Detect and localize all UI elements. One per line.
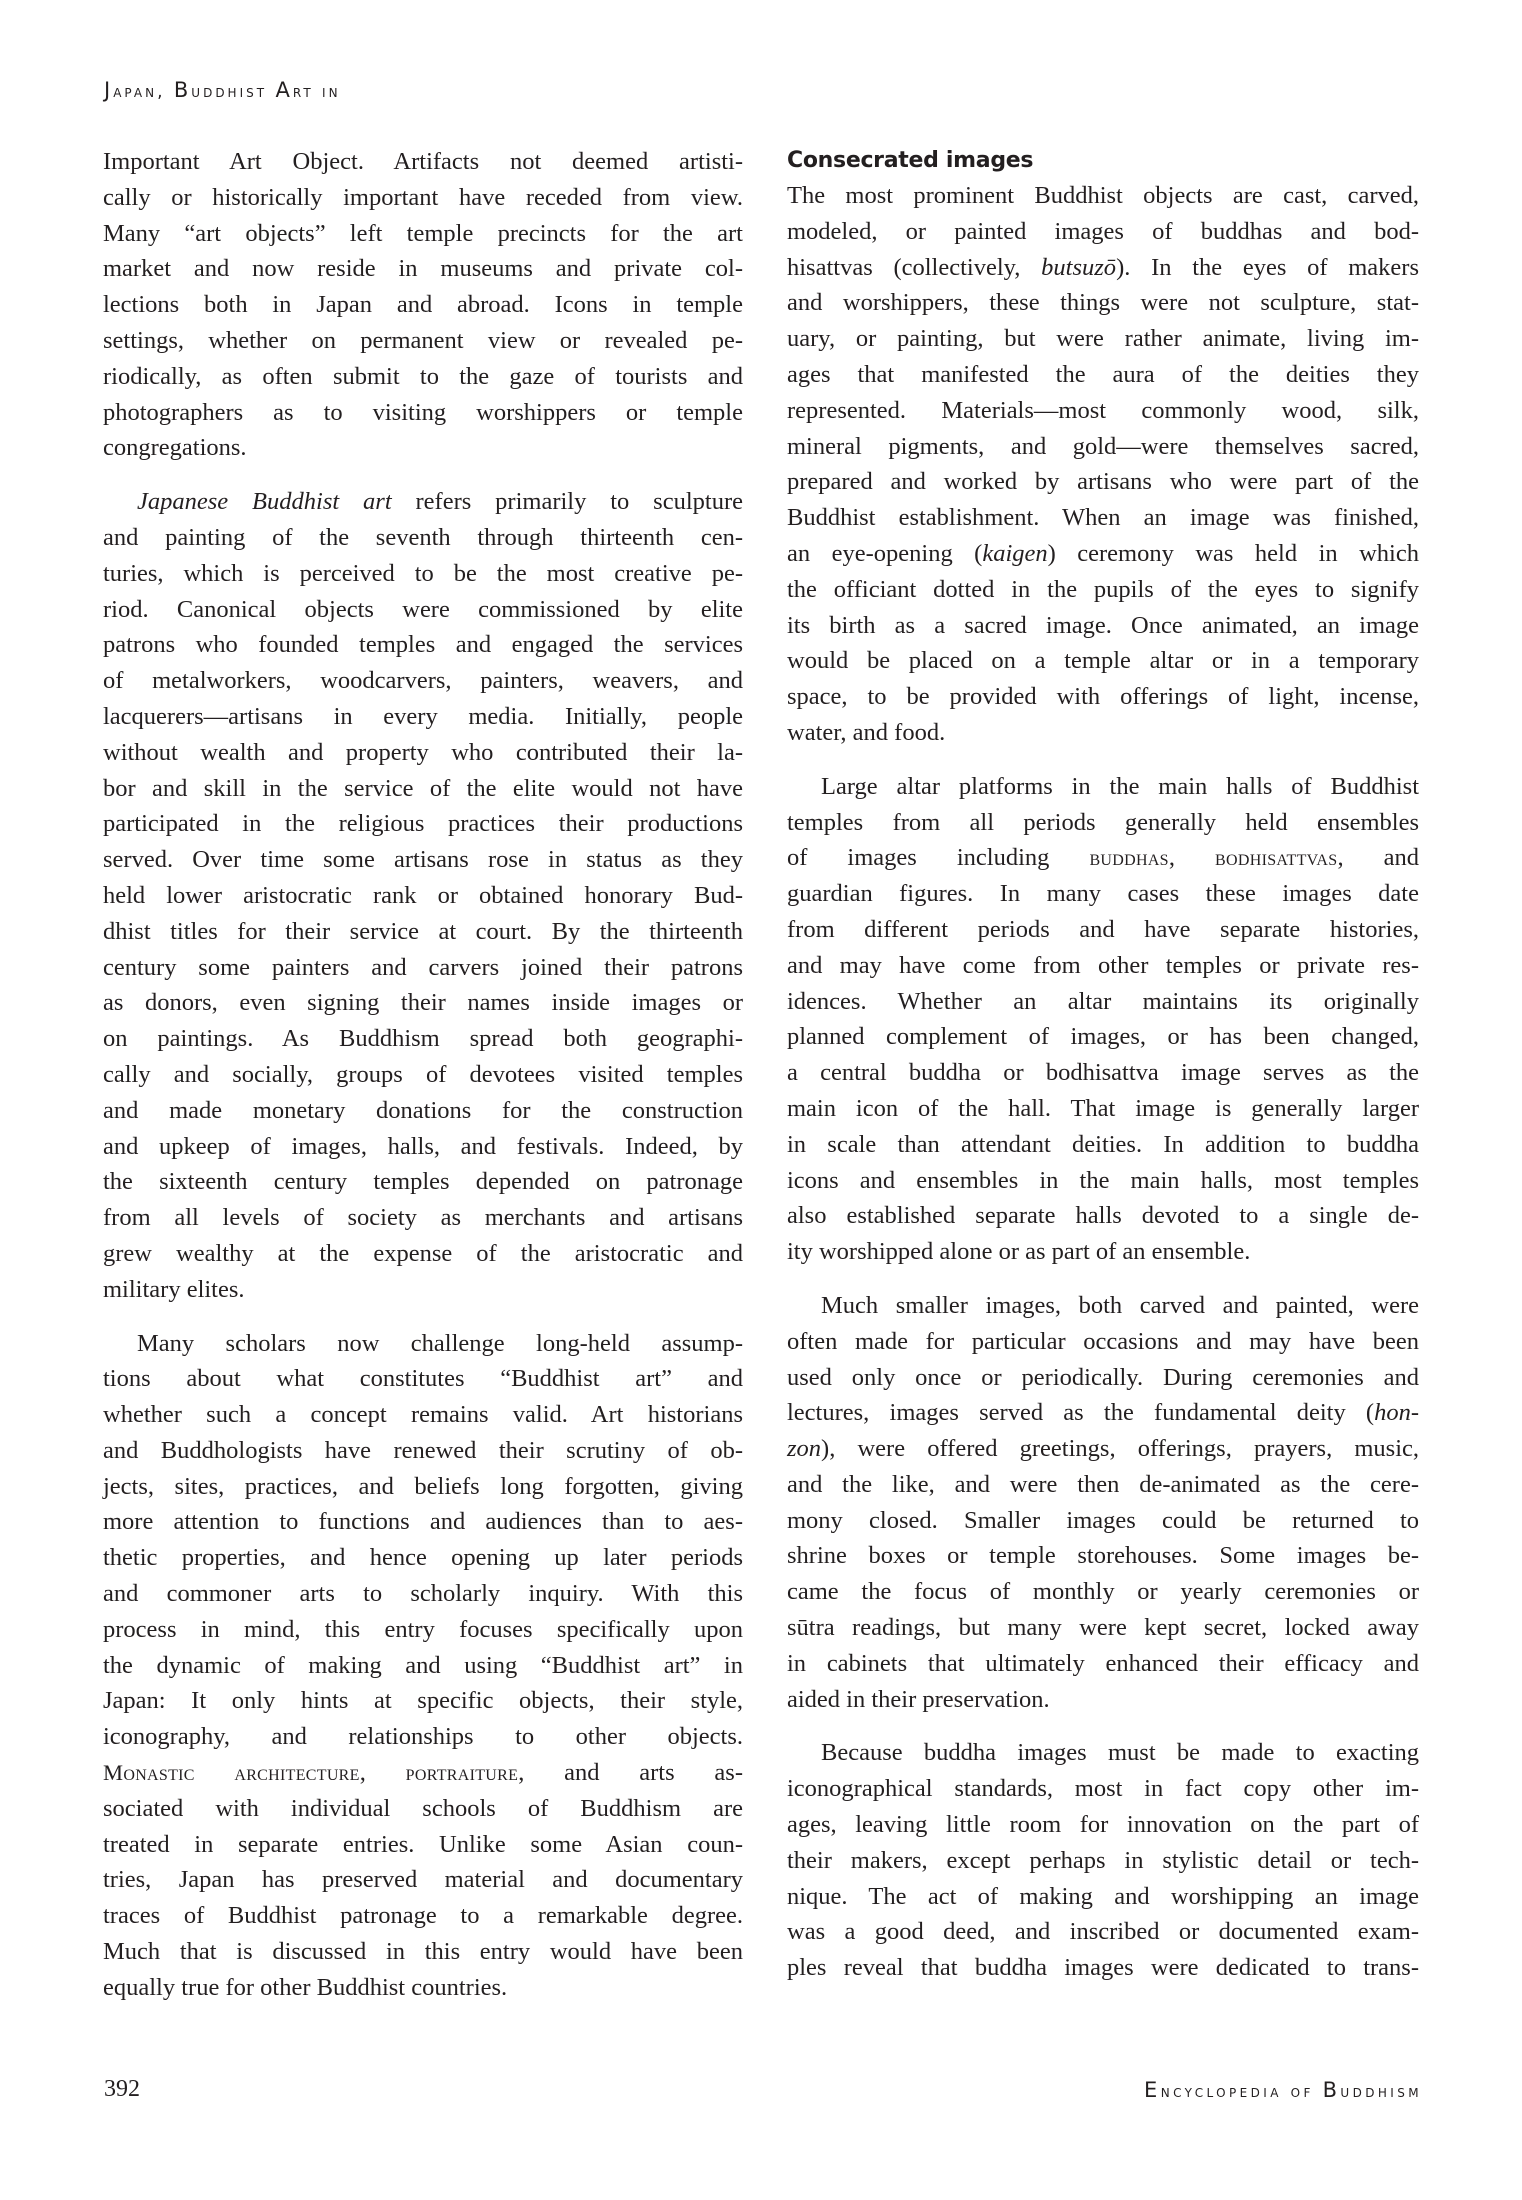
text-line: iconographical standards, most in fact copy other im- [787,1775,1419,1803]
text-run: an eye-opening ( [787,539,983,567]
text-line: would be placed on a temple altar or in a temporary [787,647,1419,675]
cross-reference-link[interactable]: Monastic architecture [103,1760,360,1786]
text-line: Large altar platforms in the main halls of Buddhist [821,772,1419,800]
paragraph [787,1735,1419,1986]
text-line: was a good deed, and inscribed or documented exam- [787,1918,1419,1946]
text-line: military elites. [103,1275,245,1303]
italic-term: hon- [1374,1399,1419,1427]
text-line [787,840,1419,876]
text-line: and painting of the seventh through thirteenth cen- [103,523,743,551]
text-line: patrons who founded temples and engaged the services [103,631,743,659]
text-line: prepared and worked by artisans who were part of the [787,468,1419,496]
text-line: main icon of the hall. That image is generally larger [787,1094,1419,1122]
text-run: ) ceremony was held in which [1047,539,1419,567]
running-head: Japan, Buddhist Art in [104,78,341,102]
text-run: of images including [787,844,1090,872]
text-line [103,484,743,520]
text-line: Much that is discussed in this entry would have been [103,1938,743,1966]
text-line: iconography, and relationships to other objects. [103,1723,743,1751]
text-line: on paintings. As Buddhism spread both geographi- [103,1025,743,1053]
text-line: as donors, even signing their names inside images or [103,989,743,1017]
left-column [103,144,743,2006]
text-line: thetic properties, and hence opening up later periods [103,1544,743,1572]
text-run: , and arts as- [518,1759,743,1787]
text-line: and commoner arts to scholarly inquiry. With this [103,1580,743,1608]
text-line: process in mind, this entry focuses specifically upon [103,1615,743,1643]
text-line: came the focus of monthly or yearly ceremonies or [787,1578,1419,1606]
text-line: the dynamic of making and using “Buddhist art” in [103,1651,743,1679]
text-line: planned complement of images, or has been changed, [787,1023,1419,1051]
text-line: cally and socially, groups of devotees visited temples [103,1060,743,1088]
section-heading: Consecrated images [787,148,1034,173]
text-line: idences. Whether an altar maintains its originally [787,987,1419,1015]
text-line: market and now reside in museums and private col- [103,255,743,283]
cross-reference-link[interactable]: buddhas [1089,845,1169,871]
text-line: represented. Materials—most commonly wood, silk, [787,396,1419,424]
text-line: lections both in Japan and abroad. Icons in temple [103,291,743,319]
text-line: traces of Buddhist patronage to a remarkable degree. [103,1902,743,1930]
text-line: congregations. [103,434,247,462]
text-run: , [1168,844,1216,872]
paragraph [787,1288,1419,1718]
text-line: space, to be provided with offerings of light, incense, [787,683,1419,711]
text-line: lacquerers—artisans in every media. Initially, people [103,702,743,730]
text-line: jects, sites, practices, and beliefs long forgotten, giving [103,1472,743,1500]
text-line: Because buddha images must be made to exacting [821,1739,1419,1767]
text-line: century some painters and carvers joined their patrons [103,953,743,981]
text-line: sūtra readings, but many were kept secret, locked away [787,1614,1419,1642]
text-line: Buddhist establishment. When an image was finished, [787,504,1419,532]
text-line: the sixteenth century temples depended on patronage [103,1168,743,1196]
text-line: bor and skill in the service of the elite would not have [103,774,743,802]
text-run: refers primarily to sculpture [391,488,743,516]
text-line: and Buddhologists have renewed their scrutiny of ob- [103,1436,743,1464]
text-line: held lower aristocratic rank or obtained honorary Bud- [103,881,743,909]
italic-term: Japanese Buddhist art [137,488,392,516]
text-run: , and [1337,844,1420,872]
text-line: the officiant dotted in the pupils of the eyes to signify [787,575,1419,603]
text-line: photographers as to visiting worshippers or temple [103,398,743,426]
text-line: in scale than attendant deities. In addition to buddha [787,1130,1419,1158]
text-line: of metalworkers, woodcarvers, painters, weavers, and [103,667,743,695]
text-line: Japan: It only hints at specific objects, their style, [103,1687,743,1715]
paragraph [103,484,743,1307]
text-line: and upkeep of images, halls, and festivals. Indeed, by [103,1132,743,1160]
text-line: its birth as a sacred image. Once animated, an image [787,611,1419,639]
text-line: mony closed. Smaller images could be returned to [787,1506,1419,1534]
text-line: The most prominent Buddhist objects are cast, carved, [787,182,1419,209]
right-column [787,144,1419,1986]
text-line: participated in the religious practices their productions [103,810,743,838]
text-line: from all levels of society as merchants and artisans [103,1204,743,1232]
text-line: aided in their preservation. [787,1685,1050,1713]
text-line: icons and ensembles in the main halls, most temples [787,1166,1419,1194]
text-line: and made monetary donations for the construction [103,1096,743,1124]
text-run: lectures, images served as the fundamental deity ( [787,1399,1375,1427]
text-line: riod. Canonical objects were commissioned by elite [103,595,743,623]
text-line: modeled, or painted images of buddhas and bod- [787,217,1419,245]
text-line: uary, or painting, but were rather animate, living im- [787,325,1419,353]
text-line [787,1395,1419,1431]
text-run: , [359,1759,406,1787]
text-line: from different periods and have separate histories, [787,915,1419,943]
publication-title: Encyclopedia of Buddhism [1144,2078,1422,2102]
italic-term: zon [787,1435,822,1463]
cross-reference-link[interactable]: portraiture [405,1760,519,1786]
text-line [787,250,1419,286]
text-line: without wealth and property who contributed their la- [103,738,743,766]
text-line: sociated with individual schools of Buddhism are [103,1794,743,1822]
text-line: in cabinets that ultimately enhanced their efficacy and [787,1649,1419,1677]
text-line: used only once or periodically. During ceremonies and [787,1363,1419,1391]
text-line: tries, Japan has preserved material and documentary [103,1866,743,1894]
text-line: tions about what constitutes “Buddhist art” and [103,1365,743,1393]
text-line: ity worshipped alone or as part of an ensemble. [787,1238,1251,1266]
text-line: riodically, as often submit to the gaze of tourists and [103,362,743,390]
text-line: often made for particular occasions and may have been [787,1327,1419,1355]
text-line: more attention to functions and audiences than to aes- [103,1508,743,1536]
text-line: water, and food. [787,718,946,746]
text-line: ages that manifested the aura of the deities they [787,360,1419,388]
text-line [103,1755,743,1791]
paragraph [787,178,1419,751]
text-line: Much smaller images, both carved and painted, were [821,1291,1419,1319]
page-number: 392 [104,2076,140,2102]
text-line: and worshippers, these things were not sculpture, stat- [787,289,1419,317]
text-line: nique. The act of making and worshipping an image [787,1882,1419,1910]
text-line: their makers, except perhaps in stylistic detail or tech- [787,1846,1419,1874]
text-line: grew wealthy at the expense of the aristocratic and [103,1239,743,1267]
text-line [787,1431,1419,1467]
text-line: ples reveal that buddha images were dedicated to trans- [787,1954,1419,1982]
text-line: equally true for other Buddhist countries. [103,1973,508,2001]
cross-reference-link[interactable]: bodhisattvas [1215,845,1338,871]
text-line: shrine boxes or temple storehouses. Some images be- [787,1542,1419,1570]
text-line: mineral pigments, and gold—were themselves sacred, [787,432,1419,460]
text-line: temples from all periods generally held ensembles [787,808,1419,836]
text-line: a central buddha or bodhisattva image serves as the [787,1059,1419,1087]
text-line: whether such a concept remains valid. Art historians [103,1401,743,1429]
text-line: turies, which is perceived to be the most creative pe- [103,559,743,587]
text-line: Important Art Object. Artifacts not deemed artisti- [103,148,743,175]
text-line: served. Over time some artisans rose in status as they [103,846,743,874]
text-line: ages, leaving little room for innovation on the part of [787,1811,1419,1839]
text-line: also established separate halls devoted to a single de- [787,1202,1419,1230]
text-line: treated in separate entries. Unlike some Asian coun- [103,1830,743,1858]
text-line: and may have come from other temples or private res- [787,951,1419,979]
text-line: and the like, and were then de-animated as the cere- [787,1470,1419,1498]
text-line [787,536,1419,572]
text-line: Many “art objects” left temple precincts for the art [103,219,743,247]
paragraph [103,1326,743,2006]
italic-term: kaigen [982,539,1048,567]
text-line: Many scholars now challenge long-held assump- [137,1329,743,1357]
paragraph [103,144,743,466]
italic-term: butsuzō [1041,253,1117,281]
text-line: cally or historically important have receded from view. [103,183,743,211]
text-run: ). In the eyes of makers [1116,253,1419,281]
text-line: dhist titles for their service at court. By the thirteenth [103,917,743,945]
text-run: ), were offered greetings, offerings, prayers, music, [821,1435,1419,1463]
text-line: guardian figures. In many cases these images date [787,880,1419,908]
text-line: settings, whether on permanent view or revealed pe- [103,326,743,354]
paragraph [787,769,1419,1270]
text-run: hisattvas (collectively, [787,253,1042,281]
